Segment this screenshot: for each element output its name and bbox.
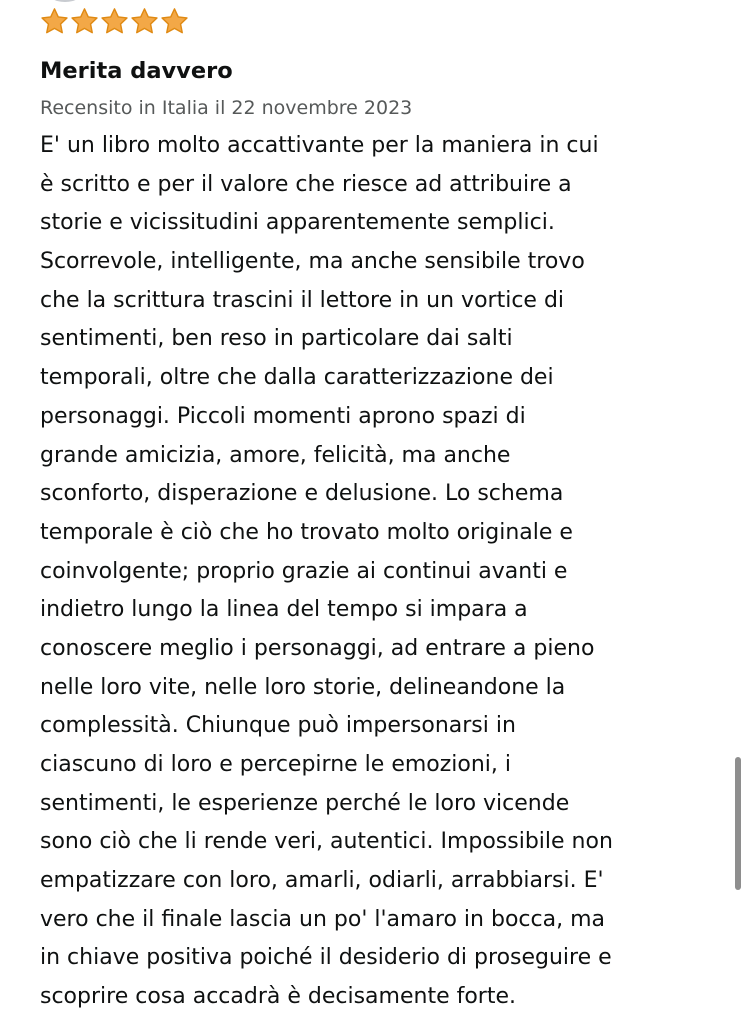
review-body-line: ciascuno di loro e percepirne le emozioni, i [40,752,512,777]
star-icon [70,6,99,37]
review-body-line: temporale è ciò che ho trovato molto originale e [40,519,573,545]
review-body-line: è scritto e per il valore che riesce ad attribuire a [40,171,572,197]
scrollbar[interactable] [735,757,741,890]
star-icon [160,6,189,37]
review-body-line: grande amicizia, amore, felicità, ma anche [40,442,511,468]
review-body [40,127,730,1017]
review-body-line: nelle loro vite, nelle loro storie, delineandone la [40,674,566,700]
avatar [46,0,84,2]
review-body-line: in chiave positiva poiché il desiderio di proseguire e [40,945,612,971]
star-icon [40,6,69,37]
star-icon [100,6,129,37]
review-body-line: che la scrittura trascini il lettore in un vortice di [40,287,565,313]
review-body-line: sentimenti, le esperienze perché le loro vicende [40,790,570,816]
review-body-line: vero che il finale lascia un po' l'amaro in bocca, ma [40,906,605,932]
review-body-line: complessità. Chiunque può impersonarsi in [40,713,516,739]
review-body-line: sono ciò che li rende veri, autentici. Impossibile non [40,829,613,855]
review-title[interactable]: Merita davvero [40,58,233,84]
review-body-line: empatizzare con loro, amarli, odiarli, arrabbiarsi. E' [40,868,604,894]
review-body-line: storie e vicissitudini apparentemente semplici. [40,210,555,236]
review-body-line: temporali, oltre che dalla caratterizzazione dei [40,365,554,391]
review-body-line: sconforto, disperazione e delusione. Lo schema [40,481,564,507]
review-body-line: conoscere meglio i personaggi, ad entrare a pieno [40,635,595,661]
review-body-line: E' un libro molto accattivante per la maniera in cui [40,133,599,158]
review-body-line: indietro lungo la linea del tempo si impara a [40,597,528,623]
review-body-line: personaggi. Piccoli momenti aprono spazi di [40,403,526,429]
review-body-line: coinvolgente; proprio grazie ai continui avanti e [40,558,568,584]
review-body-line: sentimenti, ben reso in particolare dai salti [40,326,513,352]
review-body-line: scoprire cosa accadrà è decisamente forte. [40,984,517,1010]
review-date: Recensito in Italia il 22 novembre 2023 [40,97,413,119]
star-rating [40,6,189,42]
review-body-line: Scorrevole, intelligente, ma anche sensibile trovo [40,249,585,275]
star-icon [130,6,159,37]
